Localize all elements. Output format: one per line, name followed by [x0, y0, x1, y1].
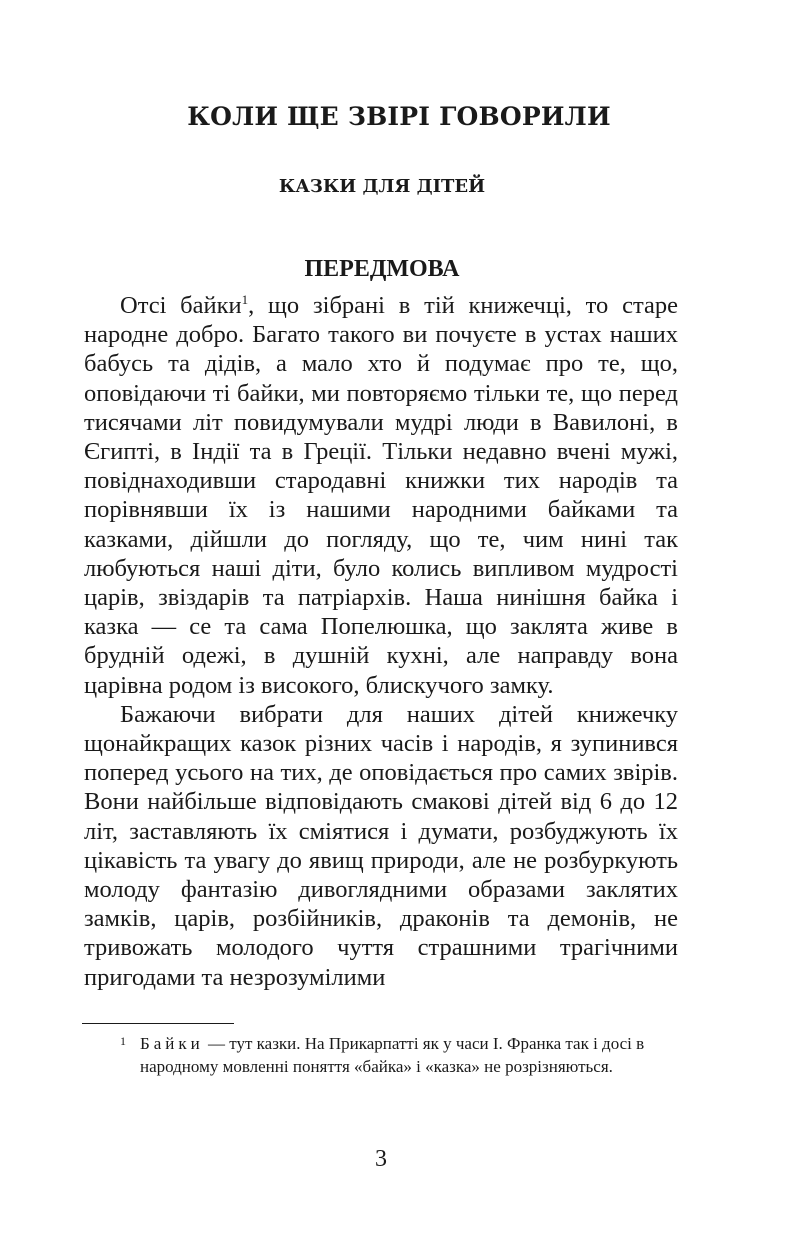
footnote-reference: 1	[241, 291, 249, 307]
footnote-mark: 1	[120, 1034, 126, 1048]
footnote-divider	[82, 1023, 234, 1024]
footnote-text: — тут казки. На Прикарпатті як у часи І. Франка так і досі в народному мовленні поняття «байка» і «казка» не розрізняються.	[140, 1034, 645, 1076]
preface-body	[84, 291, 678, 992]
section-title: ПЕРЕДМОВА	[304, 256, 460, 282]
paragraph-1	[84, 291, 678, 700]
footnote	[120, 1032, 680, 1078]
footnote-term: Байки	[140, 1034, 204, 1053]
page-number: 3	[375, 1146, 387, 1172]
paragraph-1-start: Отсі байки	[120, 292, 242, 319]
book-title: КОЛИ ЩЕ ЗВІРІ ГОВОРИЛИ	[187, 102, 611, 131]
paragraph-2: Бажаючи вибрати для наших дітей книжечку щонайкращих казок різних часів і народів, я зупинився поперед усього на тих, де оповідається про самих звірів. Вони найбільше відповідають смакові дітей від 6 до 12 літ, заставляють їх сміятися і думати, розбуджують їх цікавість та увагу до явищ природи, але не розбуркують молоду фантазію дивоглядними образами заклятих замків, царів, розбійників, драконів та демонів, не тривожать молодого чуття страшними трагічними пригодами та незрозумілими	[84, 700, 678, 991]
book-subtitle: КАЗКИ ДЛЯ ДІТЕЙ	[278, 176, 486, 197]
paragraph-1-rest: , що зібрані в тій книжечці, то старе народне добро. Багато такого ви почуєте в устах наших бабусь та дідів, а мало хто й подумає про те, що, оповідаючи ті байки, ми повторяємо тільки те, що перед тисячами літ повидумували мудрі люди в Вавилоні, в Єгипті, в Індії та в Греції. Тільки недавно вчені мужі, повіднаходивши стародавні книжки тих народів та порівнявши їх із нашими народними байками та казками, дійшли до погляду, що те, чим нині так любуються наші діти, було колись випливом мудрості царів, звіздарів та патріархів. Наша нинішня байка і казка — се та сама Попелюшка, що заклята живе в брудній одежі, в душній кухні, але направду вона царівна родом із високого, блискучого замку.	[84, 292, 678, 699]
